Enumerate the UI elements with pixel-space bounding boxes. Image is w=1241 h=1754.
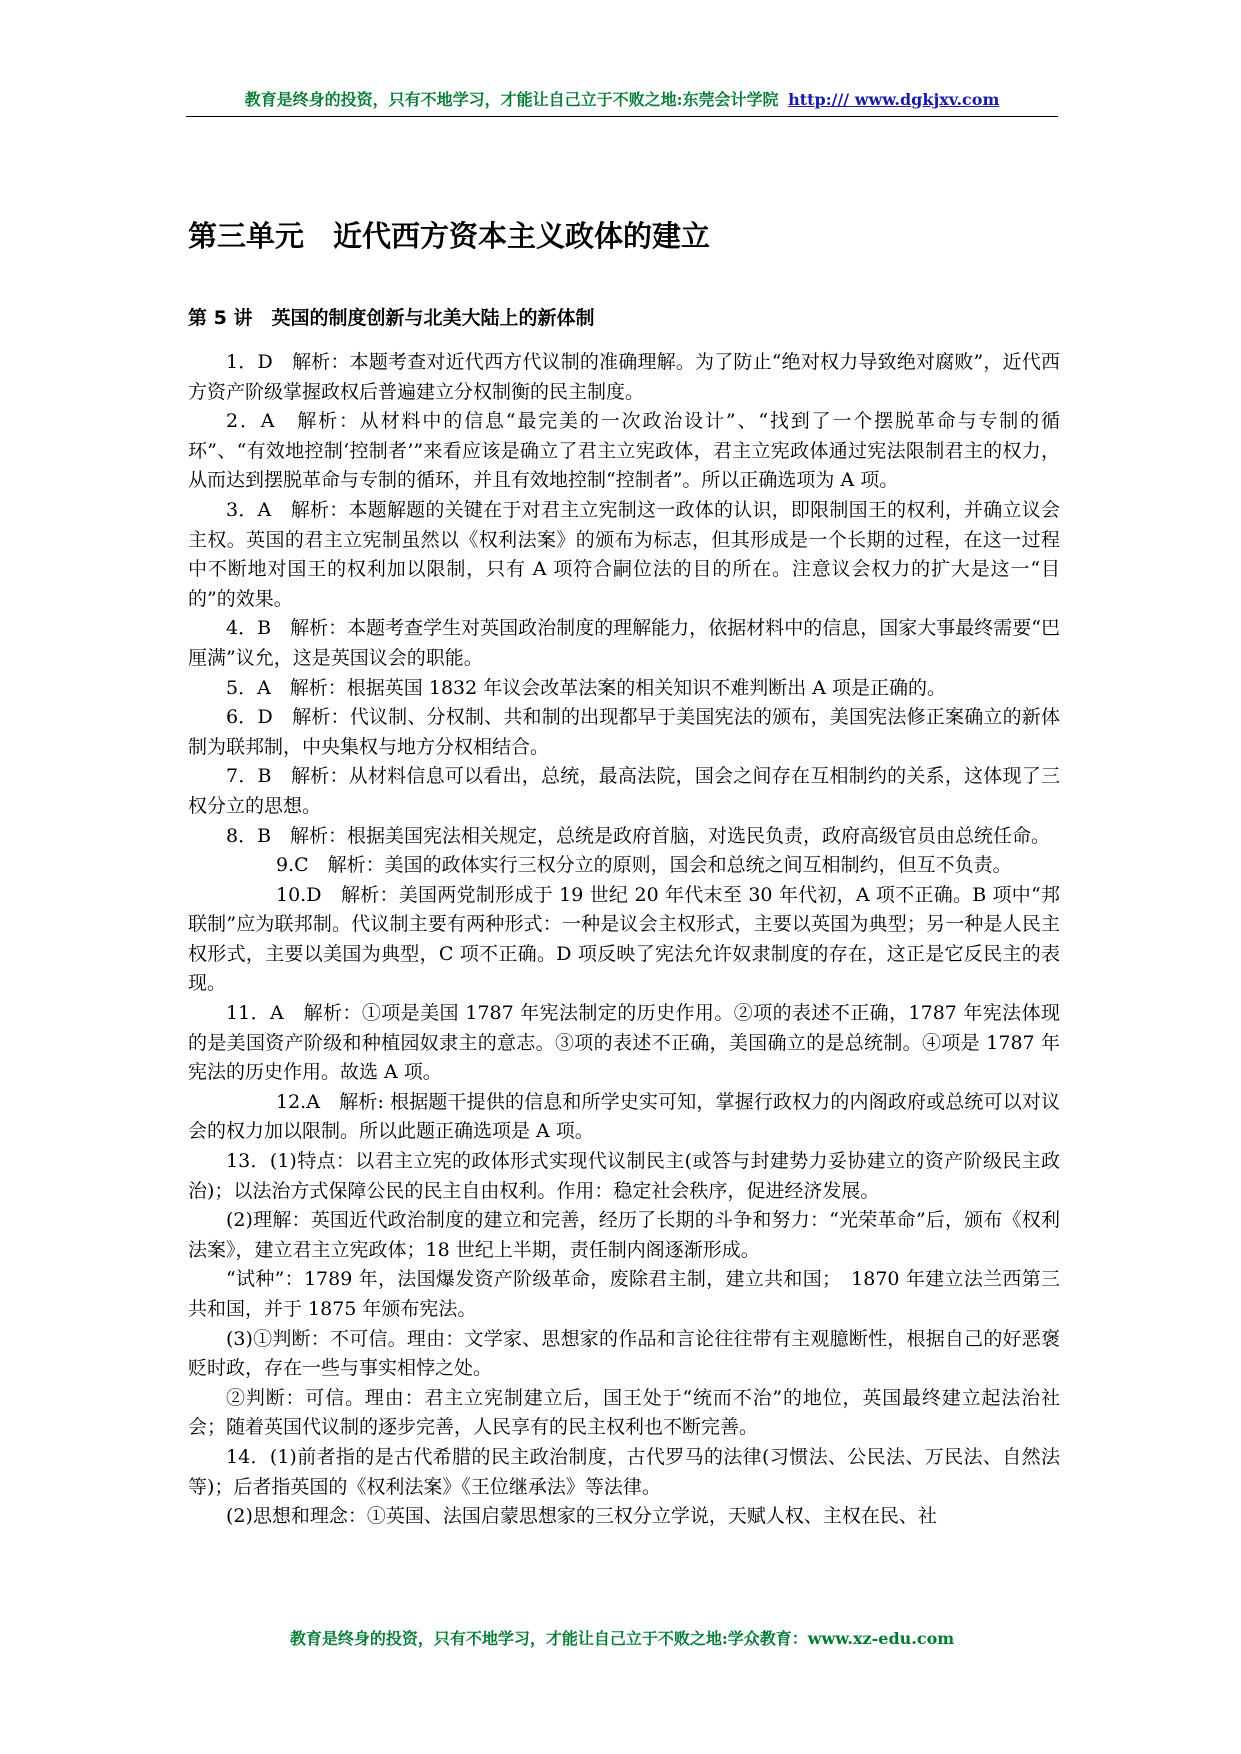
answer-paragraph: 1．D 解析：本题考查对近代西方代议制的准确理解。为了防止“绝对权力导致绝对腐败”，近代西方资产阶级掌握政权后普遍建立分权制衡的民主制度。 bbox=[188, 351, 1060, 403]
header-divider bbox=[186, 116, 1058, 117]
unit-title: 第三单元 近代西方资本主义政体的建立 bbox=[188, 219, 711, 253]
answer-body bbox=[188, 348, 1060, 1532]
answer-paragraph: 12.A 解析: 根据题干提供的信息和所学史实可知，掌握行政权力的内阁政府或总统可以对议会的权力加以限制。所以此题正确选项是 A 项。 bbox=[188, 1090, 1060, 1143]
lesson-title: 第 5 讲 英国的制度创新与北美大陆上的新体制 bbox=[188, 307, 595, 329]
answer-paragraph: 5．A 解析：根据英国 1832 年议会改革法案的相关知识不难判断出 A 项是正确的。 bbox=[226, 676, 947, 699]
page-header bbox=[186, 89, 1058, 111]
answer-paragraph: 11．A 解析：①项是美国 1787 年宪法制定的历史作用。②项的表述不正确，1787 年宪法体现的是美国资产阶级和种植园奴隶主的意志。③项的表述不正确，美国确立的是总统制。④项是 1787 年宪法的历史作用。故选 A 项。 bbox=[188, 1002, 1060, 1084]
footer-text: 教育是终身的投资，只有不地学习，才能让自己立于不败之地:学众教育：www.xz-edu.com bbox=[289, 1629, 955, 1648]
answer-paragraph: 3．A 解析：本题解题的关键在于对君主立宪制这一政体的认识，即限制国王的权利，并确立议会主权。英国的君主立宪制虽然以《权利法案》的颁布为标志，但其形成是一个长期的过程，在这一过程中不断地对国王的权利加以限制，只有 A 项符合嗣位法的目的所在。注意议会权力的扩大是这一“目的”的效果。 bbox=[188, 498, 1060, 610]
page-footer bbox=[186, 1628, 1058, 1650]
answer-paragraph: 2．A 解析：从材料中的信息“最完美的一次政治设计”、“找到了一个摆脱革命与专制的循环”、“有效地控制‘控制者’”来看应该是确立了君主立宪政体，君主立宪政体通过宪法限制君主的权力，从而达到摆脱革命与专制的循环，并且有效地控制“控制者”。所以正确选项为 A 项。 bbox=[188, 410, 1060, 492]
answer-paragraph: 7．B 解析：从材料信息可以看出，总统，最高法院，国会之间存在互相制约的关系，这体现了三权分立的思想。 bbox=[188, 765, 1060, 817]
answer-paragraph: 6．D 解析：代议制、分权制、共和制的出现都早于美国宪法的颁布，美国宪法修正案确立的新体制为联邦制，中央集权与地方分权相结合。 bbox=[188, 706, 1060, 758]
answer-paragraph: ②判断：可信。理由：君主立宪制建立后，国王处于“统而不治”的地位，英国最终建立起法治社会；随着英国代议制的逐步完善，人民享有的民主权利也不断完善。 bbox=[188, 1386, 1060, 1439]
answer-paragraph: 13．(1)特点：以君主立宪的政体形式实现代议制民主(或答与封建势力妥协建立的资产阶级民主政治)；以法治方式保障公民的民主自由权利。作用：稳定社会秩序，促进经济发展。 bbox=[188, 1150, 1060, 1202]
answer-paragraph: 10.D 解析：美国两党制形成于 19 世纪 20 年代末至 30 年代初，A 项不正确。B 项中“邦联制”应为联邦制。代议制主要有两种形式：一种是议会主权形式，主要以英国为典型；另一种是人民主权形式，主要以美国为典型，C 项不正确。D 项反映了宪法允许奴隶制度的存在，这正是它反民主的表现。 bbox=[188, 883, 1060, 995]
answer-paragraph: (2)理解：英国近代政治制度的建立和完善，经历了长期的斗争和努力：“光荣革命”后，颁布《权利法案》，建立君主立宪政体；18 世纪上半期，责任制内阁逐渐形成。 bbox=[188, 1209, 1060, 1261]
answer-paragraph: 9.C 解析：美国的政体实行三权分立的原则，国会和总统之间互相制约，但互不负责。 bbox=[276, 854, 1012, 877]
answer-paragraph: (3)①判断：不可信。理由：文学家、思想家的作品和言论往往带有主观臆断性，根据自己的好恶褒贬时政，存在一些与事实相悖之处。 bbox=[188, 1327, 1060, 1380]
answer-paragraph: (2)思想和理念：①英国、法国启蒙思想家的三权分立学说，天赋人权、主权在民、社 bbox=[226, 1505, 937, 1528]
answer-paragraph: 4．B 解析：本题考查学生对英国政治制度的理解能力，依据材料中的信息，国家大事最终需要“巴厘满”议允，这是英国议会的职能。 bbox=[188, 617, 1060, 669]
answer-paragraph: “试种”：1789 年，法国爆发资产阶级革命，废除君主制，建立共和国； 1870 年建立法兰西第三共和国，并于 1875 年颁布宪法。 bbox=[188, 1268, 1060, 1320]
answer-paragraph: 8．B 解析：根据美国宪法相关规定，总统是政府首脑，对选民负责，政府高级官员由总统任命。 bbox=[226, 824, 1051, 847]
header-link[interactable]: http:/// www.dgkjxv.com bbox=[788, 90, 1000, 109]
answer-paragraph: 14．(1)前者指的是古代希腊的民主政治制度，古代罗马的法律(习惯法、公民法、万民法、自然法等)；后者指英国的《权利法案》《王位继承法》等法律。 bbox=[188, 1445, 1060, 1498]
header-text: 教育是终身的投资，只有不地学习，才能让自己立于不败之地:东莞会计学院 bbox=[244, 90, 785, 109]
